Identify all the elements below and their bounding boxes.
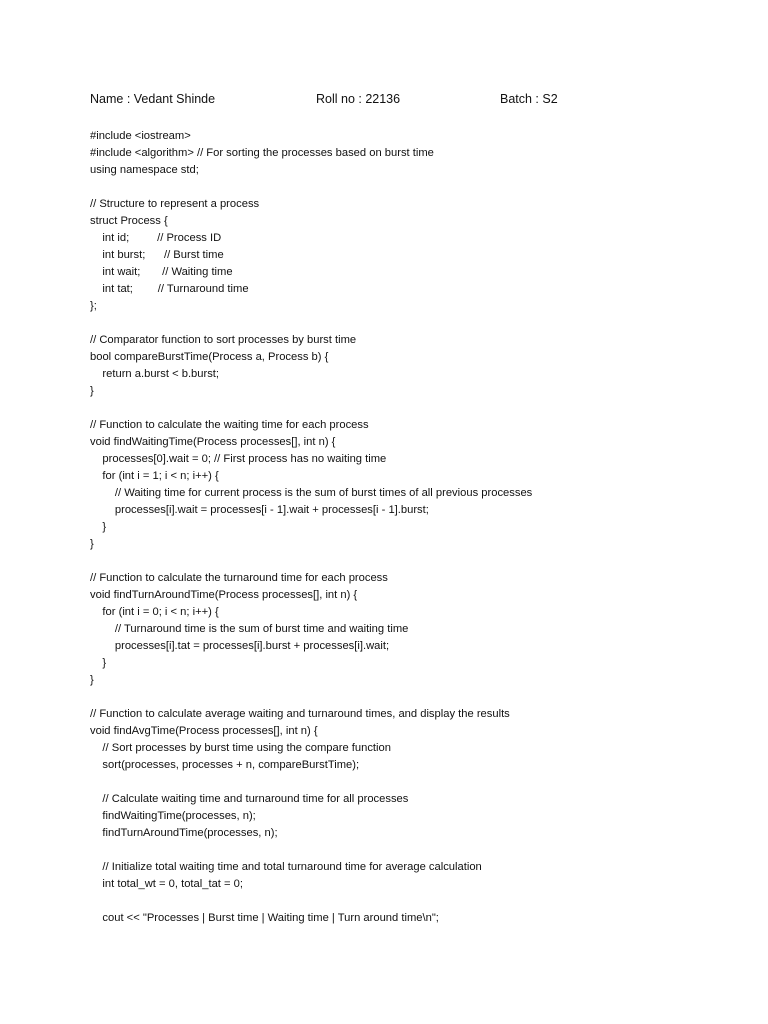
code-line: } — [90, 657, 107, 669]
code-line — [90, 689, 750, 706]
code-line: } — [90, 385, 94, 397]
code-line — [90, 893, 750, 910]
code-line: struct Process { — [90, 215, 168, 227]
code-line: } — [90, 538, 94, 550]
code-line: #include <iostream> — [90, 130, 191, 142]
code-line: void findTurnAroundTime(Process processes[], int n) { — [90, 589, 358, 601]
code-line: processes[0].wait = 0; // First process has no waiting time — [90, 453, 387, 465]
code-line: sort(processes, processes + n, compareBurstTime); — [90, 759, 360, 771]
code-line: } — [90, 521, 107, 533]
code-line: findWaitingTime(processes, n); — [90, 810, 256, 822]
code-line: int id; // Process ID — [90, 232, 222, 244]
code-line: // Turnaround time is the sum of burst time and waiting time — [90, 623, 409, 635]
code-line — [90, 553, 750, 570]
code-line: int wait; // Waiting time — [90, 266, 233, 278]
student-name: Name : Vedant Shinde — [90, 92, 216, 106]
code-line: int tat; // Turnaround time — [90, 283, 249, 295]
code-line: cout << "Processes | Burst time | Waiting time | Turn around time\n"; — [90, 912, 439, 924]
code-line — [90, 179, 750, 196]
code-line: for (int i = 1; i < n; i++) { — [90, 470, 219, 482]
code-line: #include <algorithm> // For sorting the processes based on burst time — [90, 147, 434, 159]
code-line: // Calculate waiting time and turnaround time for all processes — [90, 793, 409, 805]
code-listing — [90, 128, 750, 927]
code-line: processes[i].tat = processes[i].burst + processes[i].wait; — [90, 640, 390, 652]
code-line: return a.burst < b.burst; — [90, 368, 220, 380]
code-line — [90, 774, 750, 791]
code-line: // Function to calculate the turnaround time for each process — [90, 572, 388, 584]
code-line: for (int i = 0; i < n; i++) { — [90, 606, 219, 618]
code-line: // Structure to represent a process — [90, 198, 260, 210]
code-line: // Comparator function to sort processes by burst time — [90, 334, 357, 346]
code-line: bool compareBurstTime(Process a, Process b) { — [90, 351, 329, 363]
code-line — [90, 315, 750, 332]
code-line: // Initialize total waiting time and total turnaround time for average calculation — [90, 861, 482, 873]
code-line: // Function to calculate average waiting and turnaround times, and display the results — [90, 708, 510, 720]
student-header — [0, 92, 768, 110]
code-line: void findAvgTime(Process processes[], int n) { — [90, 725, 318, 737]
code-line: findTurnAroundTime(processes, n); — [90, 827, 278, 839]
code-line: using namespace std; — [90, 164, 199, 176]
code-line — [90, 400, 750, 417]
roll-number: Roll no : 22136 — [316, 92, 401, 106]
code-line: } — [90, 674, 94, 686]
batch: Batch : S2 — [500, 92, 558, 106]
code-line: int burst; // Burst time — [90, 249, 224, 261]
code-line: void findWaitingTime(Process processes[], int n) { — [90, 436, 336, 448]
code-line: // Sort processes by burst time using the compare function — [90, 742, 391, 754]
code-line: int total_wt = 0, total_tat = 0; — [90, 878, 243, 890]
code-line: processes[i].wait = processes[i - 1].wait + processes[i - 1].burst; — [90, 504, 429, 516]
code-line: }; — [90, 300, 97, 312]
code-line: // Function to calculate the waiting time for each process — [90, 419, 369, 431]
code-line: // Waiting time for current process is the sum of burst times of all previous processes — [90, 487, 533, 499]
code-line — [90, 842, 750, 859]
